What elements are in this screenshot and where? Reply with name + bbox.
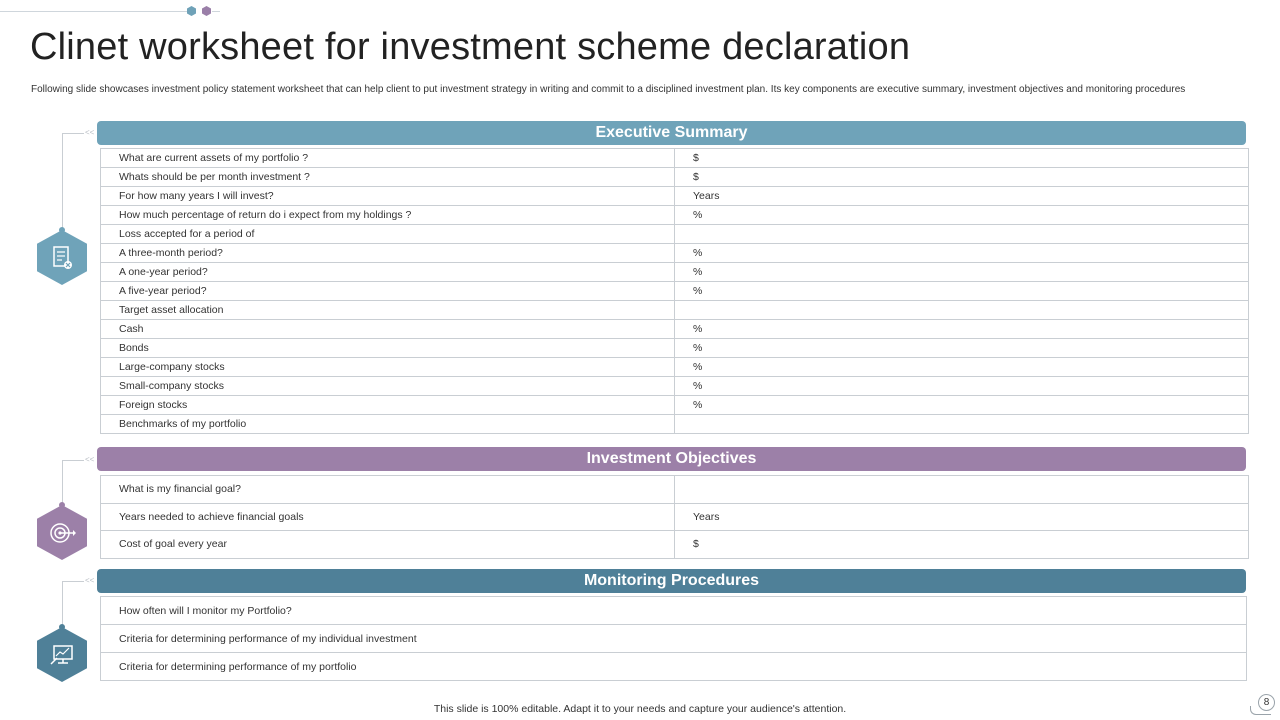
section-header-monitoring-procedures: Monitoring Procedures: [97, 569, 1246, 593]
chevron-icon: <<: [85, 128, 95, 137]
answer-cell[interactable]: %: [675, 206, 1249, 225]
question-cell: A three-month period?: [101, 244, 675, 263]
table-row: [101, 187, 1249, 206]
answer-cell[interactable]: [675, 476, 1249, 504]
connector-branch-objectives: [62, 460, 84, 461]
question-cell: A five-year period?: [101, 282, 675, 301]
answer-cell[interactable]: [675, 225, 1249, 244]
page-subtitle: Following slide showcases investment policy statement worksheet that can help client to put investment strategy in writing and commit to a disciplined investment plan. Its key components are executive summary, investment objectives and monitoring procedures: [31, 84, 1186, 95]
question-cell: How much percentage of return do i expect from my holdings ?: [101, 206, 675, 225]
table-row: [101, 396, 1249, 415]
table-row: [101, 282, 1249, 301]
page-number: 8: [1258, 694, 1275, 711]
top-decoration-hex-purple: [202, 6, 211, 16]
table-row: [101, 225, 1249, 244]
question-cell: Small-company stocks: [101, 377, 675, 396]
answer-cell[interactable]: %: [675, 396, 1249, 415]
question-cell: Criteria for determining performance of my portfolio: [101, 653, 1247, 681]
connector-branch-executive: [62, 133, 84, 134]
table-row: [101, 625, 1247, 653]
answer-cell[interactable]: $: [675, 531, 1249, 559]
question-cell: Cash: [101, 320, 675, 339]
answer-cell[interactable]: %: [675, 282, 1249, 301]
document-icon: [37, 230, 87, 285]
connector-branch-monitoring: [62, 581, 84, 582]
executive-summary-table: [100, 148, 1249, 434]
question-cell: Benchmarks of my portfolio: [101, 415, 675, 434]
question-cell: Years needed to achieve financial goals: [101, 503, 675, 531]
table-row: [101, 168, 1249, 187]
question-cell: Large-company stocks: [101, 358, 675, 377]
answer-cell[interactable]: Years: [675, 187, 1249, 206]
table-row: [101, 301, 1249, 320]
answer-cell[interactable]: [675, 301, 1249, 320]
answer-cell[interactable]: $: [675, 149, 1249, 168]
answer-cell[interactable]: [675, 415, 1249, 434]
question-cell: For how many years I will invest?: [101, 187, 675, 206]
top-decoration-hex-blue: [187, 6, 196, 16]
question-cell: Criteria for determining performance of my individual investment: [101, 625, 1247, 653]
section-header-executive-summary: Executive Summary: [97, 121, 1246, 145]
answer-cell[interactable]: %: [675, 244, 1249, 263]
question-cell: Loss accepted for a period of: [101, 225, 675, 244]
table-row: [101, 653, 1247, 681]
table-row: [101, 339, 1249, 358]
table-row: [101, 358, 1249, 377]
answer-cell[interactable]: %: [675, 339, 1249, 358]
investment-objectives-table: [100, 475, 1249, 559]
answer-cell[interactable]: %: [675, 377, 1249, 396]
answer-cell[interactable]: $: [675, 168, 1249, 187]
page-title: Clinet worksheet for investment scheme declaration: [30, 26, 911, 68]
table-row: [101, 476, 1249, 504]
connector-line-executive: [62, 133, 63, 230]
connector-line-monitoring: [62, 581, 63, 627]
chevron-icon: <<: [85, 576, 95, 585]
question-cell: What are current assets of my portfolio ?: [101, 149, 675, 168]
question-cell: What is my financial goal?: [101, 476, 675, 504]
question-cell: Bonds: [101, 339, 675, 358]
table-row: [101, 320, 1249, 339]
table-row: [101, 244, 1249, 263]
table-row: [101, 415, 1249, 434]
connector-line-objectives: [62, 460, 63, 505]
top-decoration-line: [0, 11, 190, 12]
footer-note: This slide is 100% editable. Adapt it to your needs and capture your audience's attention.: [433, 703, 847, 715]
answer-cell[interactable]: %: [675, 320, 1249, 339]
answer-cell[interactable]: %: [675, 263, 1249, 282]
chevron-icon: <<: [85, 455, 95, 464]
question-cell: Target asset allocation: [101, 301, 675, 320]
monitoring-procedures-table: [100, 596, 1247, 681]
top-decoration-tail: [212, 11, 220, 12]
table-row: [101, 531, 1249, 559]
dashboard-icon: [37, 627, 87, 682]
table-row: [101, 503, 1249, 531]
table-row: [101, 377, 1249, 396]
question-cell: Cost of goal every year: [101, 531, 675, 559]
section-header-investment-objectives: Investment Objectives: [97, 447, 1246, 471]
answer-cell[interactable]: %: [675, 358, 1249, 377]
table-row: [101, 597, 1247, 625]
question-cell: How often will I monitor my Portfolio?: [101, 597, 1247, 625]
table-row: [101, 149, 1249, 168]
table-row: [101, 263, 1249, 282]
question-cell: Whats should be per month investment ?: [101, 168, 675, 187]
question-cell: A one-year period?: [101, 263, 675, 282]
answer-cell[interactable]: Years: [675, 503, 1249, 531]
table-row: [101, 206, 1249, 225]
target-icon: [37, 505, 87, 560]
question-cell: Foreign stocks: [101, 396, 675, 415]
